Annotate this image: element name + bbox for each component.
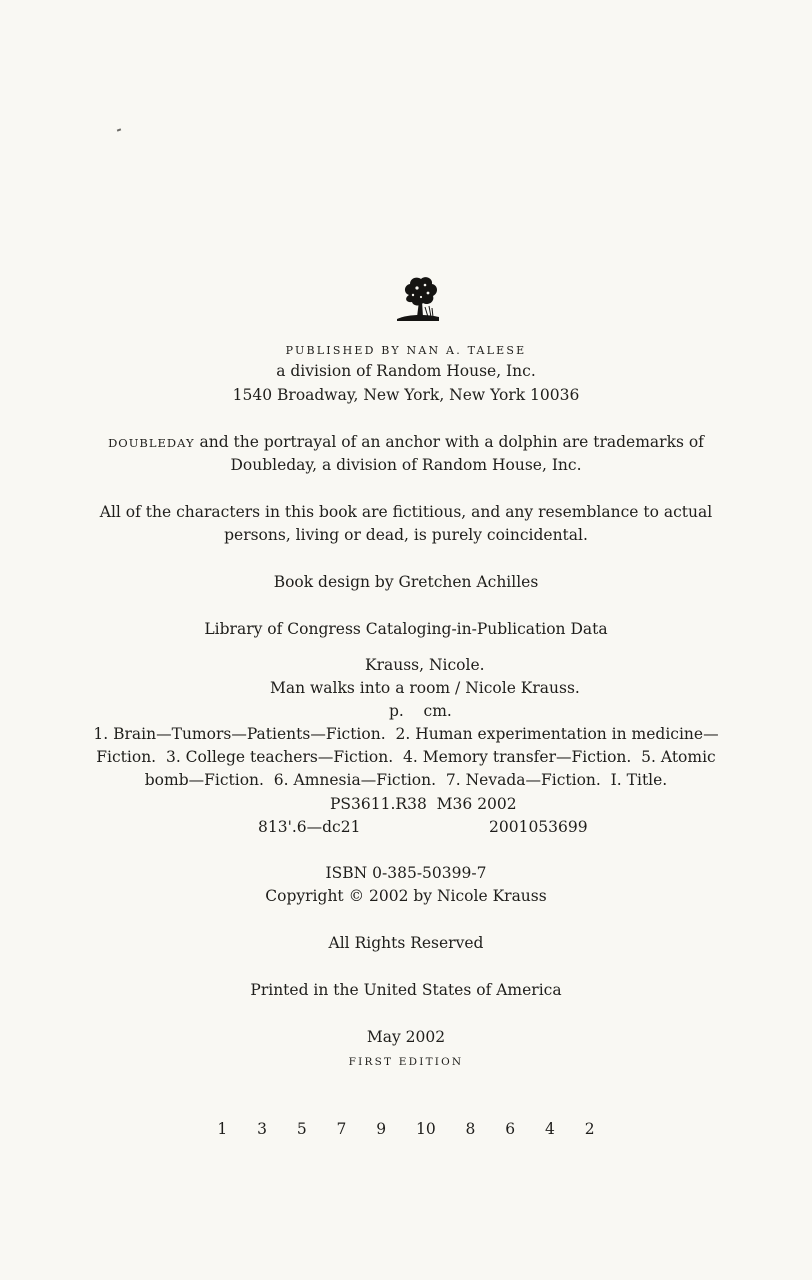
publication-date: May 2002 (366, 1028, 446, 1046)
printed-in: Printed in the United States of America (250, 981, 562, 999)
cip-author: Krauss, Nicole. (365, 656, 485, 674)
edition-label: FIRST EDITION (348, 1056, 464, 1068)
printing-number-line: 1 3 5 7 9 10 8 6 4 2 (217, 1120, 595, 1138)
copyright-notice: Copyright © 2002 by Nicole Krauss (265, 887, 547, 905)
cip-dewey: 813'.6—dc21 (258, 818, 361, 836)
cip-subjects-3: bomb—Fiction. 6. Amnesia—Fiction. 7. Nevada—Fiction. I. Title. (144, 771, 668, 789)
cip-title: Man walks into a room / Nicole Krauss. (270, 679, 580, 697)
trademark-line-2: Doubleday, a division of Random House, Inc. (230, 456, 582, 474)
disclaimer-line-1: All of the characters in this book are fictitious, and any resemblance to actual (99, 503, 713, 521)
cip-heading: Library of Congress Cataloging-in-Publication Data (204, 620, 608, 638)
cip-subjects-2: Fiction. 3. College teachers—Fiction. 4. Memory transfer—Fiction. 5. Atomic (96, 748, 716, 766)
trademark-line-1: DOUBLEDAY and the portrayal of an anchor with a dolphin are trademarks of (108, 433, 704, 451)
cip-pages: p. cm. (389, 702, 452, 720)
imprint-line: PUBLISHED BY NAN A. TALESE (285, 344, 527, 357)
design-credit: Book design by Gretchen Achilles (273, 573, 539, 591)
cip-call-number: PS3611.R38 M36 2002 (330, 795, 517, 813)
cip-lccn: 2001053699 (489, 818, 588, 836)
publisher-division: a division of Random House, Inc. (276, 362, 536, 380)
publisher-tree-logo-icon (395, 273, 441, 323)
disclaimer-line-2: persons, living or dead, is purely coincidental. (224, 526, 588, 544)
cip-subjects-1: 1. Brain—Tumors—Patients—Fiction. 2. Human experimentation in medicine— (93, 725, 719, 743)
isbn: ISBN 0-385-50399-7 (325, 864, 487, 882)
rights-reserved: All Rights Reserved (328, 934, 484, 952)
paper-speck (117, 128, 121, 131)
publisher-address: 1540 Broadway, New York, New York 10036 (232, 386, 580, 404)
doubleday-wordmark: DOUBLEDAY (108, 436, 195, 450)
